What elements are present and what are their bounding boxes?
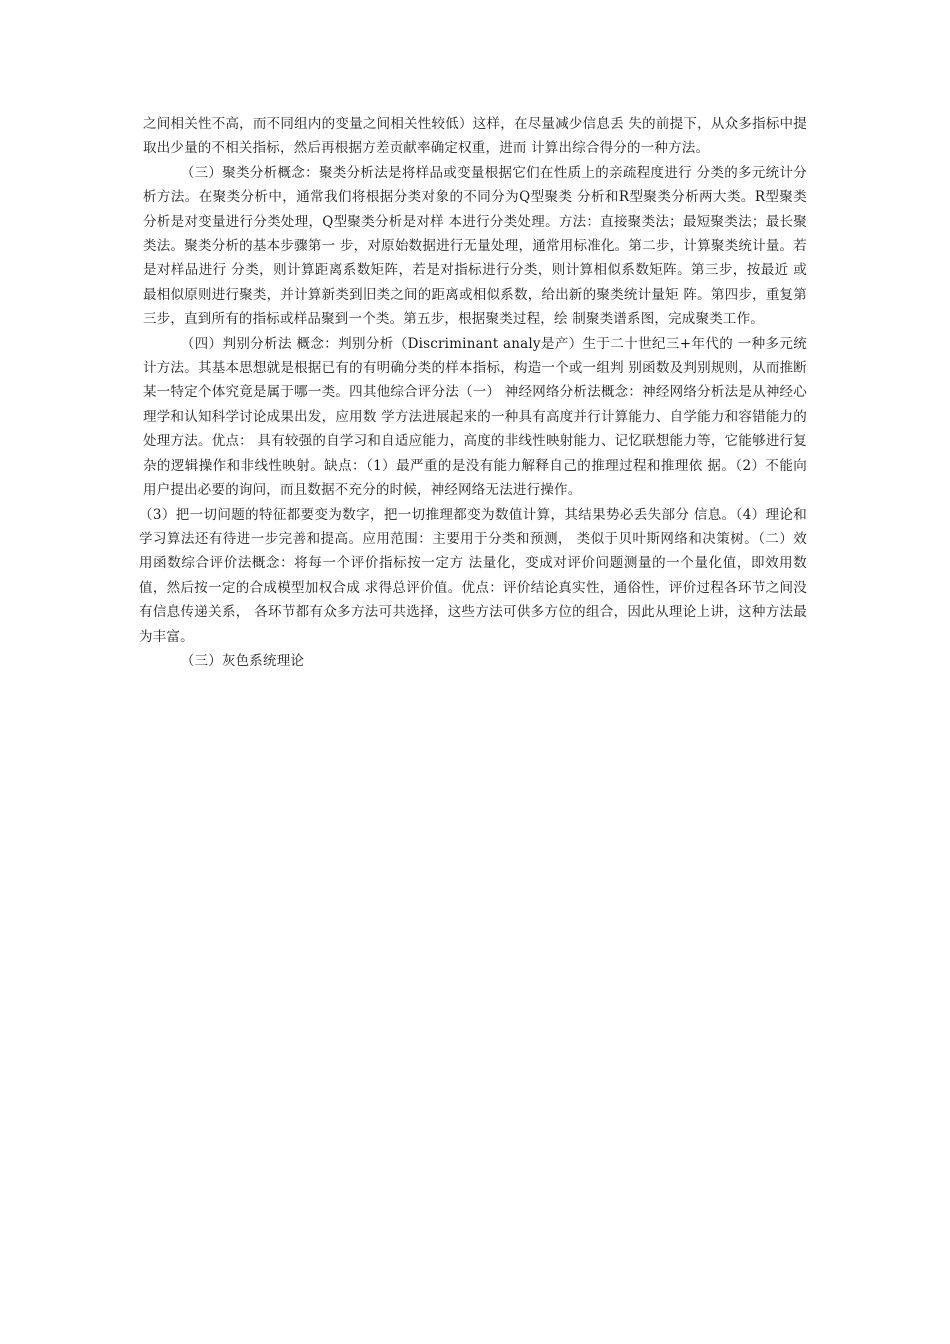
paragraph-discriminant-analysis: （四）判别分析法 概念：判别分析（Discriminant analy是产）生于二十世纪三+年代的 一种多元统计方法。其基本思想就是根据已有的有明确分类的样本指标，构造一个或一组判 别函数及判别规则，从而推断某一特定个体究竟是属于哪一类。四其他综合评分法（一） 神经网络分析法概念：神经网络分析法是从神经心理学和认知科学讨论成果出发，应用数 学方法进展起来的一种具有高度并行计算能力、自学能力和容错能力的处理方法。优点： 具有较强的自学习和自适应能力，高度的非线性映射能力、记忆联想能力等，它能够进行复 杂的逻辑操作和非线性映射。缺点：（1）最严重的是没有能力解释自己的推理过程和推理依 据。（2）不能向用户提出必要的询问，而且数据不充分的时候，神经网络无法进行操作。 [143,335,807,499]
paragraph-pca-continuation: 之间相关性不高，而不同组内的变量之间相关性较低）这样，在尽量减少信息丢 失的前提下，从众多指标中提取出少量的不相关指标，然后再根据方差贡献率确定权重，进而 计算出综合得分的一种方法。 [143,116,807,157]
section-heading-grey-system: （三）灰色系统理论 [180,652,305,669]
paragraph-cluster-analysis: （三）聚类分析概念：聚类分析法是将样品或变量根据它们在性质上的亲疏程度进行 分类的多元统计分析方法。在聚类分析中，通常我们将根据分类对象的不同分为Q型聚类 分析和R型聚类分析两大类。R型聚类分析是对变量进行分类处理，Q型聚类分析是对样 本进行分类处理。方法：直接聚类法；最短聚类法；最长聚类法。聚类分析的基本步骤第一 步，对原始数据进行无量处理，通常用标准化。第二步，计算聚类统计量。若是对样品进行 分类，则计算距离系数矩阵，若是对指标进行分类，则计算相似系数矩阵。第三步，按最近 或最相似原则进行聚类，并计算新类到旧类之间的距离或相似系数，给出新的聚类统计量矩 阵。第四步，重复第三步，直到所有的指标或样品聚到一个类。第五步，根据聚类过程，绘 制聚类谱系图，完成聚类工作。 [143,164,807,328]
document-body [139,112,807,673]
paragraph-utility-function: （3）把一切问题的特征都要变为数字，把一切推理都变为数值计算，其结果势必丢失部分 信息。（4）理论和学习算法还有待进一步完善和提高。应用范围：主要用于分类和预测， 类似于贝叶斯网络和决策树。（二）效用函数综合评价法概念：将每一个评价指标按一定方 法量化，变成对评价问题测量的一个量化值，即效用数值，然后按一定的合成模型加权合成 求得总评价值。优点：评价结论真实性，通俗性，评价过程各环节之间没有信息传递关系， 各环节都有众多方法可共选择，这些方法可供多方位的组合，因此从理论上讲，这种方法最 为丰富。 [139,506,807,645]
